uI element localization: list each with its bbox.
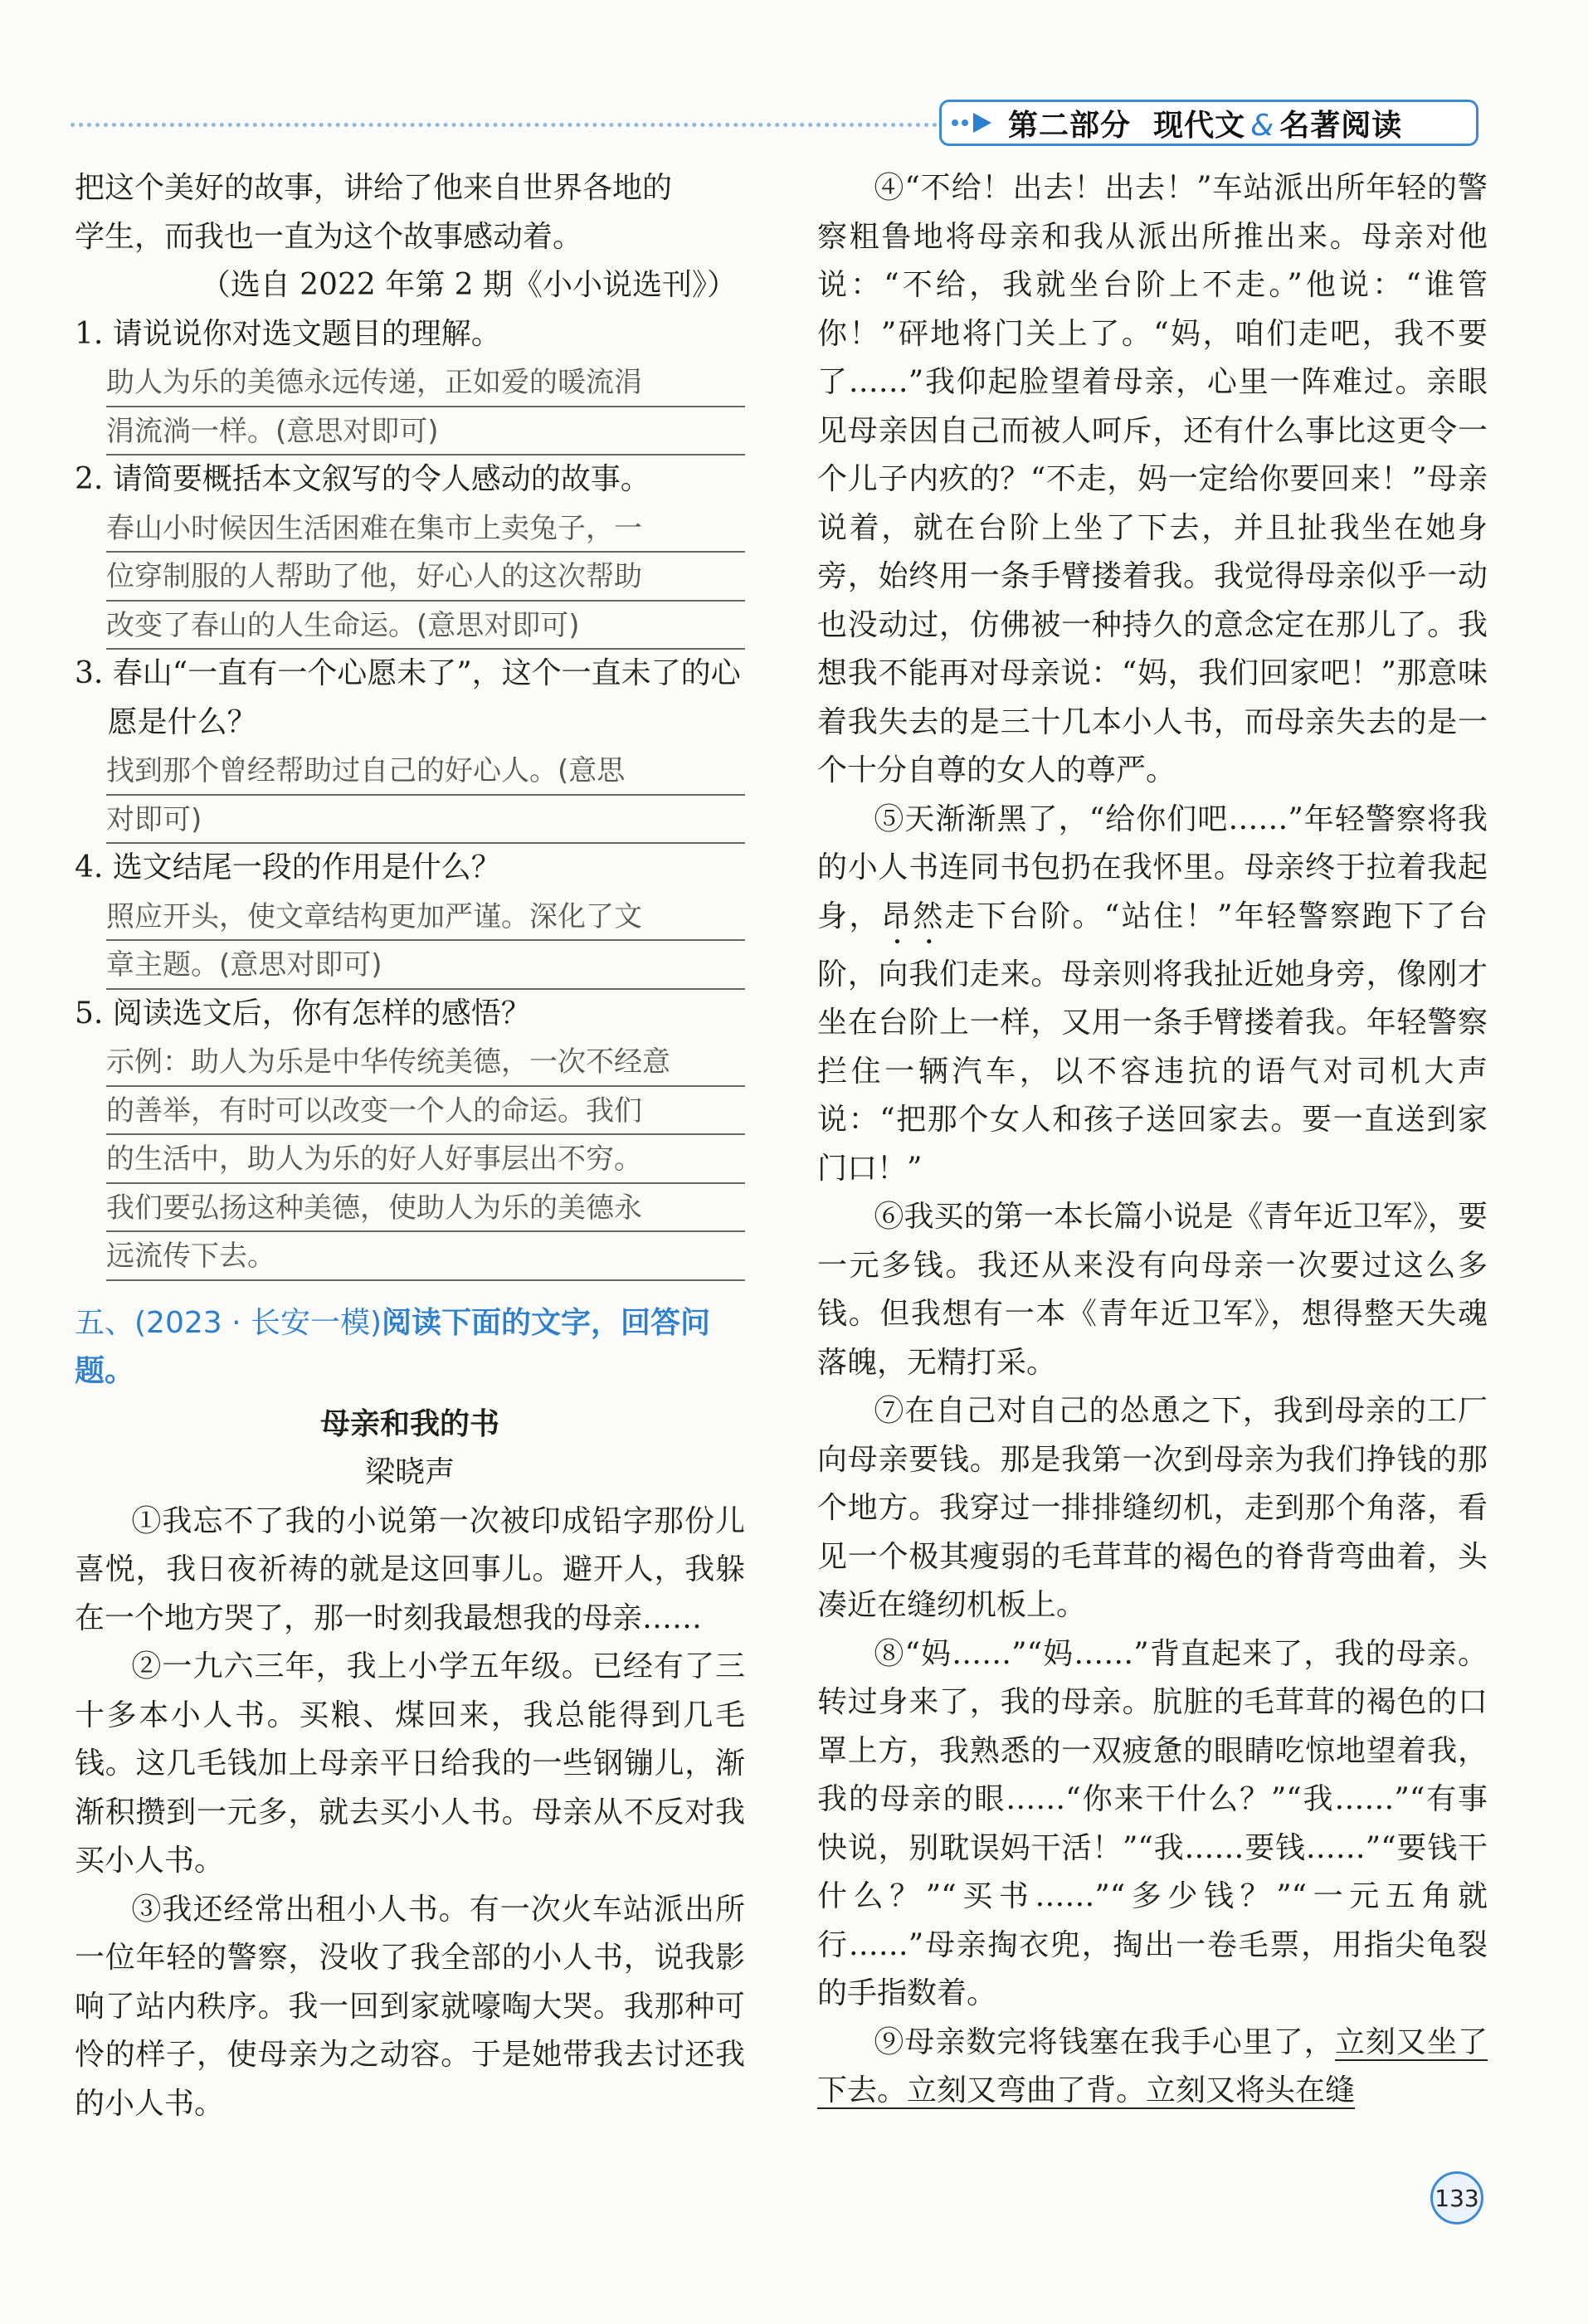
reading-task: 五、(2023 · 长安一模)阅读下面的文字，回答问题。	[75, 1305, 711, 1388]
intro-line: 把这个美好的故事，讲给了他来自世界各地的	[75, 171, 673, 205]
left-column	[75, 164, 745, 2128]
question-text: 2. 请简要概括本文叙写的令人感动的故事。	[75, 462, 650, 496]
right-column	[817, 164, 1488, 2116]
section-header	[939, 100, 1478, 146]
question-5	[75, 990, 745, 1281]
answer: 找到那个曾经帮助过自己的好心人。(意思 对即可)	[106, 747, 745, 844]
paragraph-2: ②一九六三年，我上小学五年级。已经有了三十多本小人书。买粮、煤回来，我总能得到几毛钱。这几毛钱加上母亲平日给我的一些钢镚儿，渐渐积攒到一元多，就去买小人书。母亲从不反对我买小人书。	[75, 1649, 745, 1878]
paragraph-4: ④“不给！出去！出去！”车站派出所年轻的警察粗鲁地将母亲和我从派出所推出来。母亲对他说：“不给，我就坐台阶上不走。”他说：“谁管你！”砰地将门关上了。“妈，咱们走吧，我不要了……”我仰起脸望着母亲，心里一阵难过。亲眼见母亲因自己而被人呵斥，还有什么事比这更令一个儿子内疚的？“不走，妈一定给你要回来！”母亲说着，就在台阶上坐了下去，并且扯我坐在她身旁，始终用一条手臂搂着我。我觉得母亲似乎一动也没动过，仿佛被一种持久的意念定在那儿了。我想我不能再对母亲说：“妈，我们回家吧！”那意味着我失去的是三十几本小人书，而母亲失去的是一个十分自尊的女人的尊严。	[817, 171, 1488, 787]
double-arrow-icon	[950, 110, 998, 135]
question-3	[75, 650, 745, 844]
answer: 照应开头，使文章结构更加严谨。深化了文 章主题。(意思对即可)	[106, 893, 745, 990]
question-1	[75, 310, 745, 456]
question-text: 1. 请说说你对选文题目的理解。	[75, 316, 501, 351]
question-text: 5. 阅读选文后，你有怎样的感悟？	[75, 996, 531, 1030]
question-2	[75, 456, 745, 650]
story-author: 梁晓声	[364, 1455, 455, 1489]
page-number: 133	[1430, 2171, 1483, 2224]
paragraph-1: ①我忘不了我的小说第一次被印成铅字那份儿喜悦，我日夜祈祷的就是这回事儿。避开人，我躲在一个地方哭了，那一时刻我最想我的母亲……	[75, 1503, 745, 1635]
paragraph-8: ⑧“妈……”“妈……”背直起来了，我的母亲。转过身来了，我的母亲。肮脏的毛茸茸的褐色的口罩上方，我熟悉的一双疲惫的眼睛吃惊地望着我，我的母亲的眼……“你来干什么？”“我……”“有事快说，别耽误妈干活！”“我……要钱……”“要钱干什么？”“买书……”“多少钱？”“一元五角就行……”母亲掏衣兜，掏出一卷毛票，用指尖龟裂的手指数着。	[817, 1636, 1488, 2010]
answer: 示例：助人为乐是中华传统美德，一次不经意 的善举，有时可以改变一个人的命运。我们 的生活中，助人为乐的好人好事层出不穷。 我们要弘扬这种美德，使助人为乐的美德永 远流传下去。	[106, 1038, 745, 1281]
emphasized-word: 昂然	[880, 899, 945, 933]
question-4	[75, 844, 745, 990]
header-dotted-rule	[71, 123, 938, 127]
paragraph-7: ⑦在自己对自己的怂恿之下，我到母亲的工厂向母亲要钱。那是我第一次到母亲为我们挣钱的那个地方。我穿过一排排缝纫机，走到那个角落，看见一个极其瘦弱的毛茸茸的褐色的脊背弯曲着，头凑近在缝纫机板上。	[817, 1394, 1488, 1622]
paragraph-6: ⑥我买的第一本长篇小说是《青年近卫军》，要一元多钱。我还从来没有向母亲一次要过这么多钱。但我想有一本《青年近卫军》，想得整天失魂落魄，无精打采。	[817, 1200, 1488, 1380]
question-text: 4. 选文结尾一段的作用是什么？	[75, 850, 501, 884]
question-text: 3. 春山“一直有一个心愿未了”，这个一直未了的心愿是什么？	[75, 656, 741, 739]
paragraph-9: ⑨母亲数完将钱塞在我手心里了，立刻又坐了下去。立刻又弯曲了背。立刻又将头在缝	[817, 2024, 1488, 2107]
answer: 春山小时候因生活困难在集市上卖兔子，一 位穿制服的人帮助了他，好心人的这次帮助 改变了春山的人生命运。(意思对即可)	[106, 504, 745, 650]
paragraph-5: ⑤天渐渐黑了，“给你们吧……”年轻警察将我的小人书连同书包扔在我怀里。母亲终于拉着我起身，昂然走下台阶。“站住！”年轻警察跑下了台阶，向我们走来。母亲则将我扯近她身旁，像刚才坐在台阶上一样，又用一条手臂搂着我。年轻警察拦住一辆汽车，以不容违抗的语气对司机大声说：“把那个女人和孩子送回家去。要一直送到家门口！”	[817, 801, 1488, 1186]
source-citation: （选自 2022 年第 2 期《小小说选刊》）	[200, 268, 737, 302]
paragraph-3: ③我还经常出租小人书。有一次火车站派出所一位年轻的警察，没收了我全部的小人书，说我影响了站内秩序。我一回到家就嚎啕大哭。我那种可怜的样子，使母亲为之动容。于是她带我去讨还我的小人书。	[75, 1892, 745, 2121]
underlined-text: 立刻又	[1334, 2024, 1427, 2059]
answer: 助人为乐的美德永远传递，正如爱的暖流涓 涓流淌一样。(意思对即可)	[106, 358, 745, 456]
intro-line: 学生，而我也一直为这个故事感动着。	[75, 219, 583, 254]
underlined-text: 坐了下去。立刻又弯曲了背。立刻又将头在缝	[817, 2024, 1488, 2107]
section-title: 第二部分 现代文 & 名著阅读	[1008, 108, 1403, 143]
story-title: 母亲和我的书	[319, 1406, 499, 1441]
